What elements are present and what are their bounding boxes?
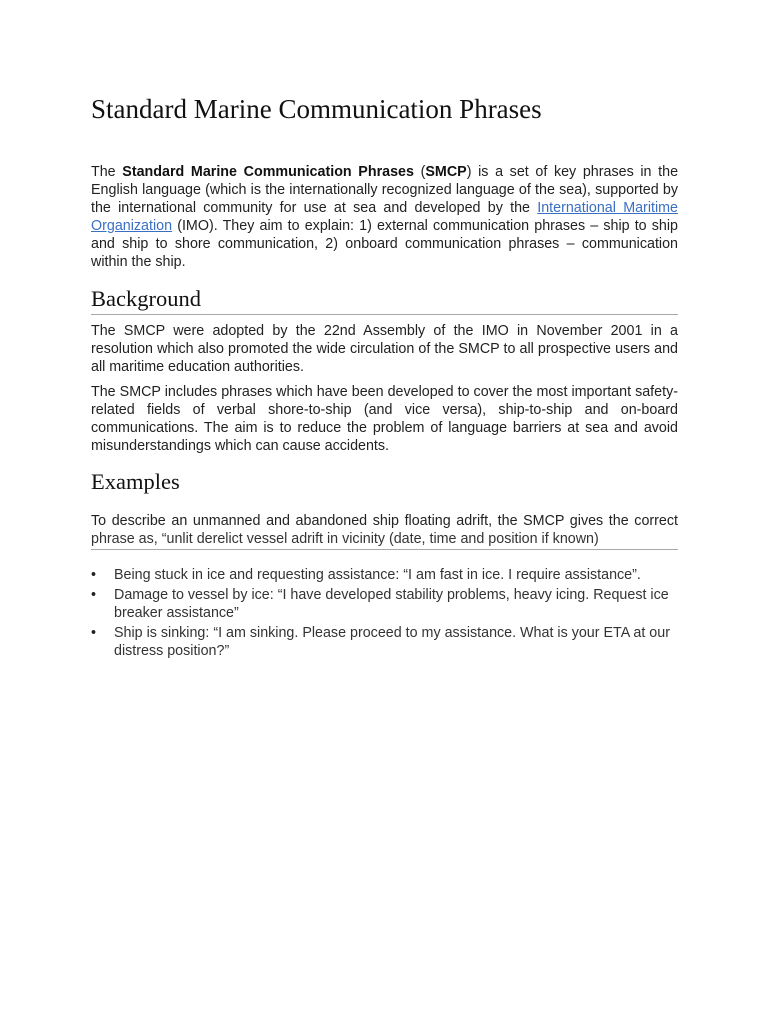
- background-heading: Background: [91, 285, 678, 315]
- list-item: [91, 586, 678, 622]
- examples-intro: [91, 512, 678, 550]
- bullet-icon: •: [91, 567, 97, 583]
- examples-heading: Examples: [91, 469, 180, 494]
- background-paragraph-1: The SMCP were adopted by the 22nd Assembly of the IMO in November 2001 in a resolution which also promoted the wide circulation of the SMCP to all prospective users and all maritime education authorities.: [91, 323, 678, 375]
- list-item: [91, 566, 678, 584]
- imo-link[interactable]: International Maritime Organization: [91, 200, 679, 234]
- intro-bold-acronym: SMCP: [425, 164, 467, 180]
- intro-paragraph: [91, 163, 678, 271]
- list-item: [91, 624, 678, 660]
- examples-intro-line-2: phrase as, “unlit derelict vessel adrift in vicinity (date, time and position if known): [91, 531, 599, 547]
- intro-text: (: [413, 164, 426, 180]
- bullet-icon: •: [91, 625, 97, 641]
- bullet-icon: •: [91, 587, 97, 603]
- examples-list: [91, 566, 678, 662]
- page-title: Standard Marine Communication Phrases: [91, 94, 542, 124]
- intro-text: (IMO). They aim to explain: 1) external communication phrases – ship to ship and ship to shore communication, 2) onboard communication phrases – communication within the ship.: [91, 218, 678, 270]
- list-item-text: Damage to vessel by ice: “I have developed stability problems, heavy icing. Request ice breaker assistance”: [114, 587, 669, 621]
- intro-text: ) is a set of key phrases in the English language (which is the internationally recognized language of the sea), supported by the international community for use at sea and developed by the: [91, 164, 679, 216]
- examples-intro-line-1: To describe an unmanned and abandoned ship floating adrift, the SMCP gives the correct: [91, 513, 678, 529]
- list-item-text: Being stuck in ice and requesting assistance: “I am fast in ice. I require assistance”.: [114, 567, 641, 583]
- background-paragraph-2: The SMCP includes phrases which have been developed to cover the most important safety-related fields of verbal shore-to-ship (and vice versa), ship-to-ship and on-board communications. The aim is to reduce the problem of language barriers at sea and avoid misunderstandings which can cause accidents.: [91, 384, 678, 454]
- intro-bold-name: Standard Marine Communication Phrases: [122, 164, 414, 180]
- list-item-text: Ship is sinking: “I am sinking. Please proceed to my assistance. What is your ETA at our distress position?”: [114, 625, 670, 659]
- intro-text: The: [91, 164, 123, 180]
